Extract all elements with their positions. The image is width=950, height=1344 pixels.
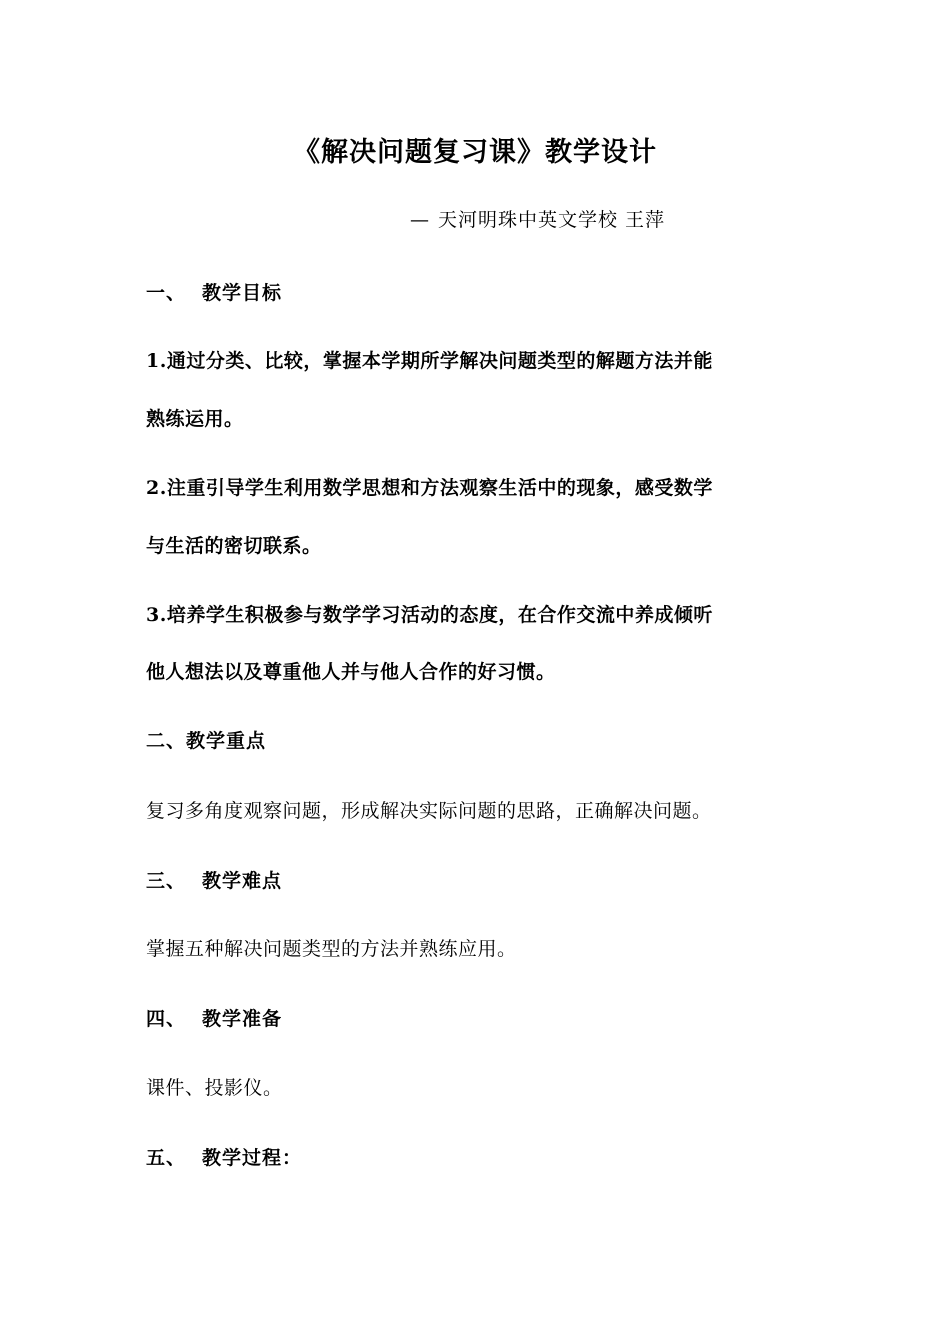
objective-item-3: 3.培养学生积极参与数学学习活动的态度，在合作交流中养成倾听 <box>146 604 713 626</box>
author-line <box>410 205 665 235</box>
objective-item-3-cont: 他人想法以及尊重他人并与他人合作的好习惯。 <box>146 661 556 683</box>
document-title: 《解决问题复习课》教学设计 <box>293 137 657 168</box>
section-title: 教学过程： <box>202 1147 303 1169</box>
section-title: 教学准备 <box>202 1008 283 1030</box>
section-number: 四、 <box>146 1008 187 1030</box>
section-heading-objectives <box>146 278 282 308</box>
author-dash: — <box>410 209 430 231</box>
section-title: 教学难点 <box>202 870 283 892</box>
section-heading-preparation <box>146 1004 282 1034</box>
section-title: 教学目标 <box>202 282 283 304</box>
difficulties-text: 掌握五种解决问题类型的方法并熟练应用。 <box>146 938 517 960</box>
author-name: 天河明珠中英文学校 王萍 <box>438 209 666 231</box>
section-number: 一、 <box>146 282 187 304</box>
objective-item-1: 1.通过分类、比较，掌握本学期所学解决问题类型的解题方法并能 <box>146 350 713 372</box>
objective-item-1-cont: 熟练运用。 <box>146 408 244 430</box>
preparation-text: 课件、投影仪。 <box>146 1077 283 1099</box>
objective-item-2: 2.注重引导学生利用数学思想和方法观察生活中的现象，感受数学 <box>146 477 713 499</box>
section-number: 二、 <box>146 730 187 752</box>
section-heading-process <box>146 1143 302 1173</box>
section-heading-key-points <box>146 726 266 756</box>
section-heading-difficulties <box>146 866 282 896</box>
objective-item-2-cont: 与生活的密切联系。 <box>146 535 322 557</box>
section-title: 教学重点 <box>186 730 267 752</box>
section-number: 五、 <box>146 1147 187 1169</box>
key-points-text: 复习多角度观察问题，形成解决实际问题的思路，正确解决问题。 <box>146 800 712 822</box>
section-number: 三、 <box>146 870 187 892</box>
